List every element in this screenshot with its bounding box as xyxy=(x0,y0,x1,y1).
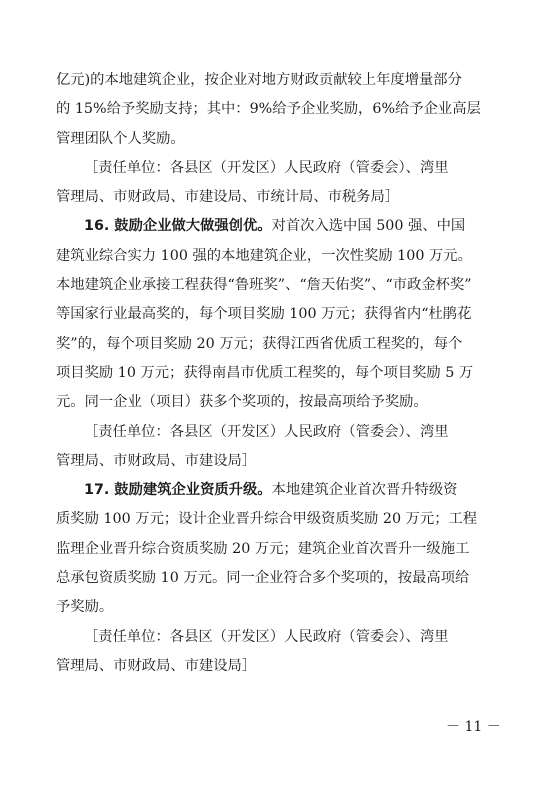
text-line: 奖”的，每个项目奖励 20 万元；获得江西省优质工程奖的，每个 xyxy=(56,335,463,352)
item-16-first-line xyxy=(56,212,486,241)
text-line: 项目奖励 10 万元；获得南昌市优质工程奖的，每个项目奖励 5 万 xyxy=(56,364,474,381)
text-line: 管理团队个人奖励。 xyxy=(56,130,185,147)
text-line: 总承包资质奖励 10 万元。同一企业符合多个奖项的，按最高项给 xyxy=(56,570,470,587)
responsibility-line: 管理局、市财政局、市建设局］ xyxy=(56,452,257,469)
page-number: － 11 － xyxy=(446,719,501,735)
text-line: 本地建筑企业承接工程获得“鲁班奖”、“詹天佑奖”、“市政金杯奖” xyxy=(56,277,472,294)
item-16-first-line-text: 对首次入选中国 500 强、中国 xyxy=(271,218,466,235)
text-line: 建筑业综合实力 100 强的本地建筑企业，一次性奖励 100 万元。 xyxy=(56,247,472,264)
responsibility-line: ［责任单位：各县区（开发区）人民政府（管委会）、湾里 xyxy=(84,423,449,440)
text-line: 质奖励 100 万元；设计企业晋升综合甲级资质奖励 20 万元；工程 xyxy=(56,511,478,528)
text-line: 亿元)的本地建筑企业，按企业对地方财政贡献较上年度增量部分 xyxy=(56,72,462,88)
responsibility-line: 管理局、市财政局、市建设局］ xyxy=(56,657,257,674)
item-17-first-line-text: 本地建筑企业首次晋升特级资 xyxy=(271,482,458,499)
responsibility-line: 管理局、市财政局、市建设局、市统计局、市税务局］ xyxy=(56,189,400,206)
text-line: 予奖励。 xyxy=(56,599,114,616)
item-17-first-line xyxy=(56,476,486,505)
text-line: 等国家行业最高奖的，每个项目奖励 100 万元；获得省内“杜鹃花 xyxy=(56,306,472,323)
item-17-heading: 17. 鼓励建筑企业资质升级。 xyxy=(84,482,272,499)
responsibility-line: ［责任单位：各县区（开发区）人民政府（管委会）、湾里 xyxy=(84,159,449,176)
text-line: 监理企业晋升综合资质奖励 20 万元；建筑企业首次晋升一级施工 xyxy=(56,540,470,557)
text-line: 元。同一企业（项目）获多个奖项的，按最高项给予奖励。 xyxy=(56,394,428,411)
responsibility-line: ［责任单位：各县区（开发区）人民政府（管委会）、湾里 xyxy=(84,628,449,645)
text-line: 的 15%给予奖励支持；其中：9%给予企业奖励，6%给予企业高层 xyxy=(56,101,481,118)
item-16-heading: 16. 鼓励企业做大做强创优。 xyxy=(84,218,272,235)
body-text xyxy=(56,66,486,681)
